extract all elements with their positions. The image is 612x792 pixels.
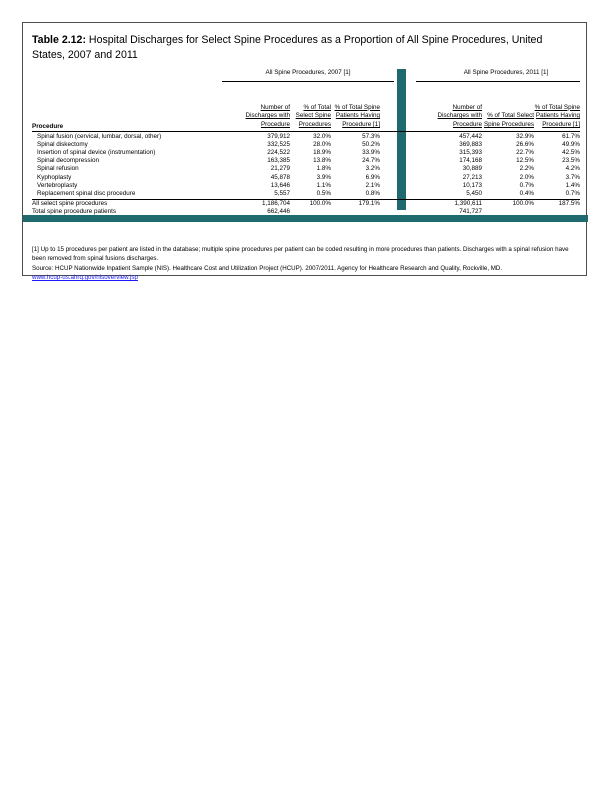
table-cell: 0.5% (316, 189, 331, 197)
row-label: Spinal diskectomy (37, 141, 88, 149)
table-cell: 163,385 (267, 157, 290, 165)
table-frame (22, 22, 587, 281)
column-header-line: Number of (260, 103, 290, 111)
column-header-line: Procedure [1] (542, 121, 580, 129)
row-label: Kyphoplasty (37, 173, 72, 181)
table-cell: 18.9% (313, 149, 331, 157)
table-cell: 21,279 (270, 165, 290, 173)
table-cell: 369,883 (459, 141, 482, 149)
table-cell: 50.2% (362, 141, 380, 149)
table-cell: 174,168 (459, 157, 482, 165)
column-header-line: Spine Procedures (483, 121, 534, 129)
table-cell: 457,442 (459, 133, 482, 140)
total-cell: 179.1% (358, 199, 380, 207)
table-cell: 24.7% (362, 157, 380, 165)
table-cell: 28.0% (313, 141, 331, 149)
column-header-line: % of Total Select (487, 112, 534, 120)
column-header-line: Procedures (298, 121, 331, 129)
table-cell: 2.0% (519, 173, 534, 181)
column-divider-bar (397, 69, 406, 210)
table-cell: 3.2% (365, 165, 380, 173)
column-header-line: % of Total (303, 103, 331, 111)
table-cell: 332,525 (267, 141, 290, 149)
total-cell: 100.0% (309, 199, 331, 207)
column-header-line: Discharges with (245, 112, 290, 120)
total-cell: 100.0% (512, 199, 534, 207)
table-cell: 0.4% (519, 189, 534, 197)
group-underline-2007 (222, 81, 394, 82)
table-title (32, 33, 572, 63)
row-label: Insertion of spinal device (instrumentation) (37, 149, 156, 157)
table-cell: 315,393 (459, 149, 482, 157)
table-cell: 1.1% (316, 181, 331, 189)
data-table (32, 69, 580, 237)
total-cell: 662,446 (267, 208, 290, 216)
table-cell: 49.9% (562, 141, 580, 149)
column-header-3 (318, 104, 380, 130)
table-number: Table 2.12: (32, 34, 86, 46)
table-cell: 10,173 (462, 181, 482, 189)
total-label: Total spine procedure patients (32, 208, 117, 216)
table-cell: 0.7% (565, 189, 580, 197)
table-cell: 0.7% (519, 181, 534, 189)
total-cell: 1,186,704 (261, 199, 290, 207)
table-cell: 3.7% (565, 173, 580, 181)
table-cell: 224,522 (267, 149, 290, 157)
table-cell: 1.4% (565, 181, 580, 189)
table-cell: 32.9% (516, 133, 534, 140)
table-cell: 2.1% (365, 181, 380, 189)
total-label: All select spine procedures (32, 199, 108, 207)
column-header-line: Procedure (452, 121, 482, 129)
table-cell: 3.9% (316, 173, 331, 181)
table-cell: 12.5% (516, 157, 534, 165)
total-cell: 187.5% (558, 199, 580, 207)
table-cell: 379,912 (267, 133, 290, 140)
table-cell: 0.8% (365, 189, 380, 197)
notes (32, 245, 580, 282)
column-header-line: % of Total Spine (534, 103, 580, 111)
table-cell: 13,646 (270, 181, 290, 189)
column-header-line: Procedure [1] (342, 121, 380, 129)
table-cell: 61.7% (562, 133, 580, 140)
table-cell: 27,213 (462, 173, 482, 181)
table-cell: 6.9% (365, 173, 380, 181)
row-label: Spinal decompression (37, 157, 99, 165)
source-link[interactable]: www.hcup-us.ahrq.gov/nisoverview.jsp (32, 273, 138, 281)
column-header-line: Patients Having (535, 112, 580, 120)
table-cell: 32.0% (313, 133, 331, 140)
row-label: Replacement spinal disc procedure (37, 189, 136, 197)
column-header-line: Procedure (260, 121, 290, 129)
total-cell: 741,727 (459, 208, 482, 216)
table-cell: 23.5% (562, 157, 580, 165)
group-header-2007: All Spine Procedures, 2007 [1] (265, 69, 351, 76)
row-label: Vertebroplasty (37, 181, 78, 189)
total-cell: 1,390,611 (454, 199, 482, 207)
column-header-line: Number of (452, 103, 482, 111)
table-cell: 33.9% (362, 149, 380, 157)
row-label: Spinal refusion (37, 165, 79, 173)
table-cell: 30,889 (462, 165, 482, 173)
table-title-text: Hospital Discharges for Select Spine Procedures as a Proportion of All Spine Procedures, United States, 2007 and 2011 (32, 34, 543, 61)
row-label: Spinal fusion (cervical, lumbar, dorsal, other) (37, 133, 162, 140)
table-cell: 5,450 (466, 189, 482, 197)
column-header-line: Select Spine (295, 112, 331, 120)
header-rule (32, 131, 580, 132)
group-header-2011: All Spine Procedures, 2011 [1] (463, 69, 549, 76)
table-cell: 1.8% (316, 165, 331, 173)
footnote: [1] Up to 15 procedures per patient are listed in the database; multiple spine procedures per patient can be coded resulting in more procedures than patients. Discharges with a spinal refusion have been removed from spinal fusions discharges. (32, 246, 569, 263)
table-cell: 13.8% (313, 157, 331, 165)
table-cell: 2.2% (519, 165, 534, 173)
table-cell: 42.5% (562, 149, 580, 157)
table-cell: 45,878 (270, 173, 290, 181)
column-header-6 (518, 104, 580, 130)
table-cell: 57.3% (362, 133, 380, 140)
table-cell: 5,557 (274, 189, 290, 197)
procedure-header: Procedure (32, 123, 64, 130)
group-underline-2011 (416, 81, 580, 82)
table-cell: 22.7% (516, 149, 534, 157)
source-note: Source: HCUP Nationwide Inpatient Sample (NIS). Healthcare Cost and Utilization Project (HCUP). 2007/2011. Agency for Healthcare Research and Quality, Rockville, MD. (32, 264, 503, 272)
column-header-line: Patients Having (335, 112, 380, 120)
column-header-line: Discharges with (437, 112, 482, 120)
column-header-line: % of Total Spine (334, 103, 380, 111)
table-cell: 26.6% (516, 141, 534, 149)
table-cell: 4.2% (565, 165, 580, 173)
